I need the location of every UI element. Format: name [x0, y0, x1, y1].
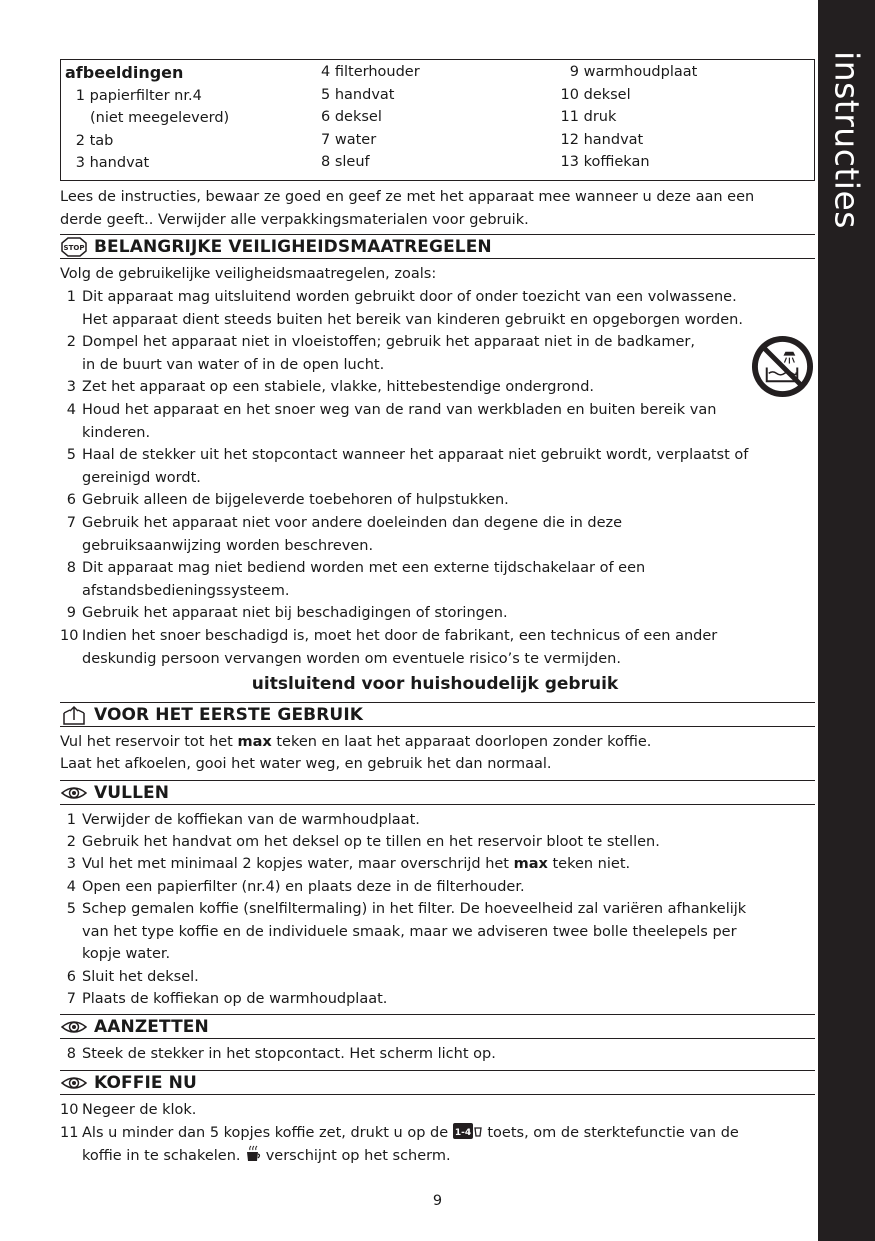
switch-on-title: AANZETTEN: [94, 1017, 209, 1037]
coffee-now-header: [60, 1070, 815, 1095]
switch-on-header: [60, 1014, 815, 1039]
filling-title: VULLEN: [94, 783, 170, 803]
parts-item: 13 koffiekan: [560, 154, 650, 170]
svg-text:STOP: STOP: [63, 244, 85, 252]
parts-item: 1 papierfilter nr.4: [75, 87, 202, 104]
first-use-header: [60, 702, 815, 727]
strength-button-icon: [453, 1122, 483, 1140]
parts-item-sub: (niet meegeleverd): [90, 110, 230, 126]
eye-icon: [61, 1017, 87, 1037]
parts-item: 3 handvat: [75, 155, 150, 171]
no-bath-icon: [750, 334, 815, 399]
safety-title: BELANGRIJKE VEILIGHEIDSMAATREGELEN: [94, 237, 492, 257]
coffee-now-title: KOFFIE NU: [94, 1073, 197, 1093]
parts-item: 10 deksel: [560, 86, 631, 103]
parts-item: 7 water: [321, 131, 377, 148]
parts-title: afbeeldingen: [65, 63, 184, 82]
eye-icon: [61, 1073, 87, 1093]
stop-icon: [61, 237, 87, 257]
eye-icon: [61, 783, 87, 803]
first-use-line: Laat het afkoelen, gooi het water weg, en gebruik het dan normaal.: [60, 756, 552, 772]
parts-item: 6 deksel: [321, 109, 382, 125]
coffee-cup-icon: [245, 1145, 261, 1162]
parts-table: [60, 59, 815, 181]
page-number: 9: [432, 1193, 443, 1209]
domestic-use-note: uitsluitend voor huishoudelijk gebruik: [251, 674, 619, 694]
parts-column-3: [559, 61, 697, 174]
side-tab-label: instructies: [827, 51, 866, 229]
parts-item: 4 filterhouder: [321, 64, 420, 80]
safety-lead: Volg de gebruikelijke veiligheidsmaatregelen, zoals:: [60, 266, 437, 282]
safety-header: [60, 234, 815, 259]
parts-item: 9 warmhoudplaat: [569, 64, 698, 80]
first-use-line: Vul het reservoir tot het max teken en laat het apparaat doorlopen zonder koffie.: [60, 734, 652, 750]
parts-item: 8 sleuf: [321, 154, 370, 170]
parts-item: 11 druk: [560, 109, 617, 125]
first-use-icon: [61, 705, 87, 725]
first-use-title: VOOR HET EERSTE GEBRUIK: [94, 705, 364, 725]
parts-item: 2 tab: [75, 132, 114, 149]
filling-header: [60, 780, 815, 805]
parts-item: 12 handvat: [560, 131, 644, 148]
svg-text:1-4: 1-4: [454, 1128, 471, 1138]
parts-column-2: [321, 61, 420, 174]
parts-column-1: [65, 62, 229, 175]
intro-text: Lees de instructies, bewaar ze goed en geef ze met het apparaat mee wanneer u deze aan een derde geeft.. Verwijder alle verpakkingsmaterialen voor gebruik.: [60, 189, 755, 228]
parts-item: 5 handvat: [321, 86, 395, 103]
